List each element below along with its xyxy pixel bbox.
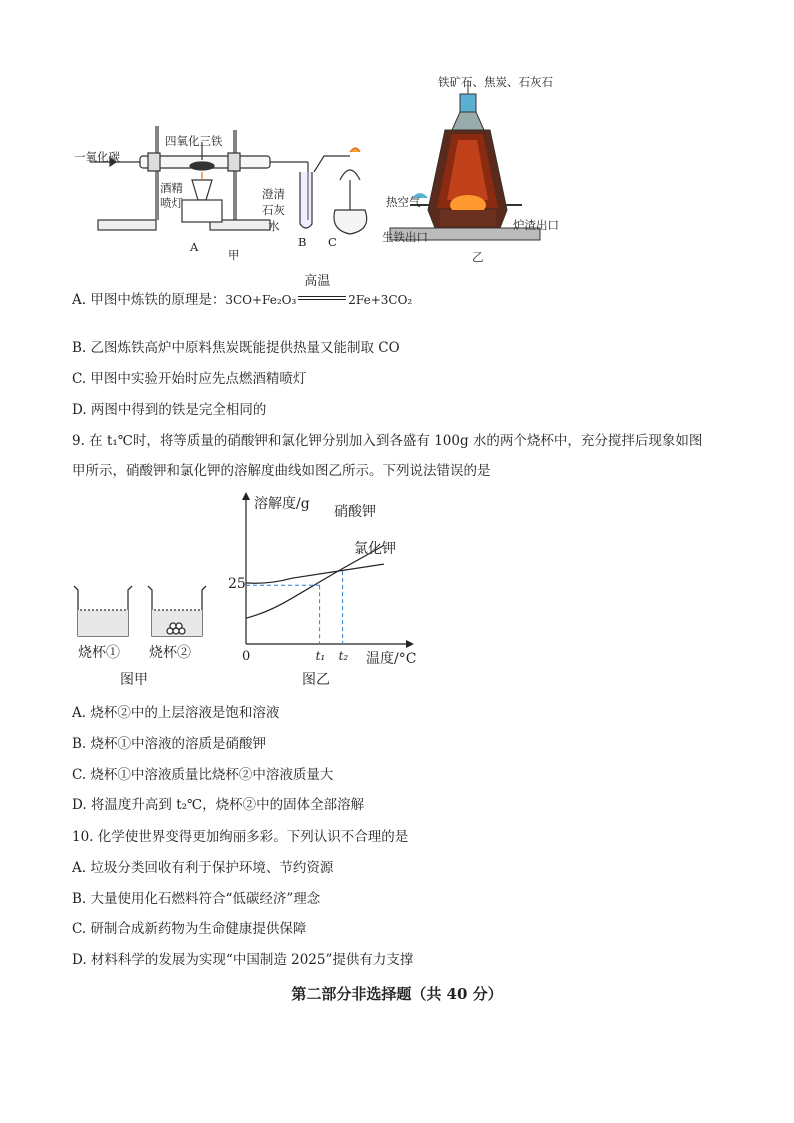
q8-option-a-prefix: A. 甲图中炼铁的原理是： xyxy=(72,292,226,308)
q10-option-a: A. 垃圾分类回收有利于保护环境、节约资源 xyxy=(72,860,334,876)
lab-apparatus-jia xyxy=(98,126,367,234)
beaker-2-label: 烧杯② xyxy=(149,645,191,661)
q8-equation-right: 2Fe+3CO₂ xyxy=(348,293,413,307)
y-axis-arrow xyxy=(242,492,250,500)
figure-jia-caption: 图甲 xyxy=(120,672,148,688)
label-hot-air: 热空气 xyxy=(386,195,421,209)
label-limewater-3: 水 xyxy=(268,219,280,233)
label-limewater-2: 石灰 xyxy=(262,203,285,217)
origin-label: 0 xyxy=(242,649,251,664)
iron-smelting-figures xyxy=(60,60,620,270)
blast-furnace-yi xyxy=(390,80,540,240)
label-limewater-1: 澄清 xyxy=(262,187,285,201)
chart-xlabel: 温度/°C xyxy=(366,651,417,667)
q8-option-a xyxy=(72,274,413,309)
q10-stem: 10. 化学使世界变得更加绚丽多彩。下列认识不合理的是 xyxy=(72,829,409,845)
q9-option-a: A. 烧杯②中的上层溶液是饱和溶液 xyxy=(72,705,280,721)
figure-yi-caption: 图乙 xyxy=(302,672,330,688)
series-label-kno3: 硝酸钾 xyxy=(334,504,376,520)
x-tick-t1: t₁ xyxy=(315,649,326,663)
beakers-figure xyxy=(66,580,236,644)
q9-option-b: B. 烧杯①中溶液的溶质是硝酸钾 xyxy=(72,736,267,752)
beaker-1-label: 烧杯① xyxy=(78,645,120,661)
q10-option-c: C. 研制合成新药物为生命健康提供保障 xyxy=(72,921,307,937)
beaker-1 xyxy=(74,586,132,636)
q9-option-d: D. 将温度升高到 t₂℃，烧杯②中的固体全部溶解 xyxy=(72,797,365,813)
series-label-kcl: 氯化钾 xyxy=(354,541,396,557)
label-C: C xyxy=(328,235,337,249)
solubility-chart xyxy=(226,490,426,670)
label-pig-iron: 生铁出口 xyxy=(382,230,428,244)
beaker-2 xyxy=(148,586,206,636)
caption-jia: 甲 xyxy=(228,248,240,262)
label-fe3o4: 四氧化三铁 xyxy=(165,134,223,148)
caption-yi: 乙 xyxy=(472,250,484,264)
label-co-inlet: 一氧化碳 xyxy=(74,150,120,164)
chart-ylabel: 溶解度/g xyxy=(254,496,310,512)
q9-option-c: C. 烧杯①中溶液质量比烧杯②中溶液质量大 xyxy=(72,767,334,783)
q8-equation-condition: 高温 xyxy=(304,274,331,289)
label-lamp-2: 喷灯 xyxy=(160,196,183,210)
series-line-kcl xyxy=(246,564,384,583)
label-A: A xyxy=(190,240,199,254)
q8-option-b: B. 乙图炼铁高炉中原料焦炭既能提供热量又能制取 CO xyxy=(72,340,400,356)
section-title: 第二部分非选择题（共 40 分） xyxy=(291,985,503,1003)
q9-stem-line1: 9. 在 t₁℃时，将等质量的硝酸钾和氯化钾分别加入到各盛有 100g 水的两个烧杯中，充分搅拌后现象如图 xyxy=(72,433,703,449)
q8-option-c: C. 甲图中实验开始时应先点燃酒精喷灯 xyxy=(72,371,307,387)
q10-option-b: B. 大量使用化石燃料符合“低碳经济”理念 xyxy=(72,891,321,907)
q9-stem-line2: 甲所示，硝酸钾和氯化钾的溶解度曲线如图乙所示。下列说法错误的是 xyxy=(72,463,491,479)
label-B: B xyxy=(298,235,307,249)
q10-option-d: D. 材料科学的发展为实现“中国制造 2025”提供有力支撑 xyxy=(72,952,414,968)
label-furnace-raw: 铁矿石、焦炭、石灰石 xyxy=(438,75,553,89)
label-slag: 炉渣出口 xyxy=(513,218,559,232)
label-lamp-1: 酒精 xyxy=(160,181,183,195)
x-tick-t2: t₂ xyxy=(338,649,349,663)
q8-option-d: D. 两图中得到的铁是完全相同的 xyxy=(72,402,267,418)
y-tick-25: 25 xyxy=(228,576,246,592)
q8-equation-arrow xyxy=(296,274,348,309)
x-axis-arrow xyxy=(406,640,414,648)
q8-equation-left: 3CO+Fe₂O₃ xyxy=(225,293,297,307)
